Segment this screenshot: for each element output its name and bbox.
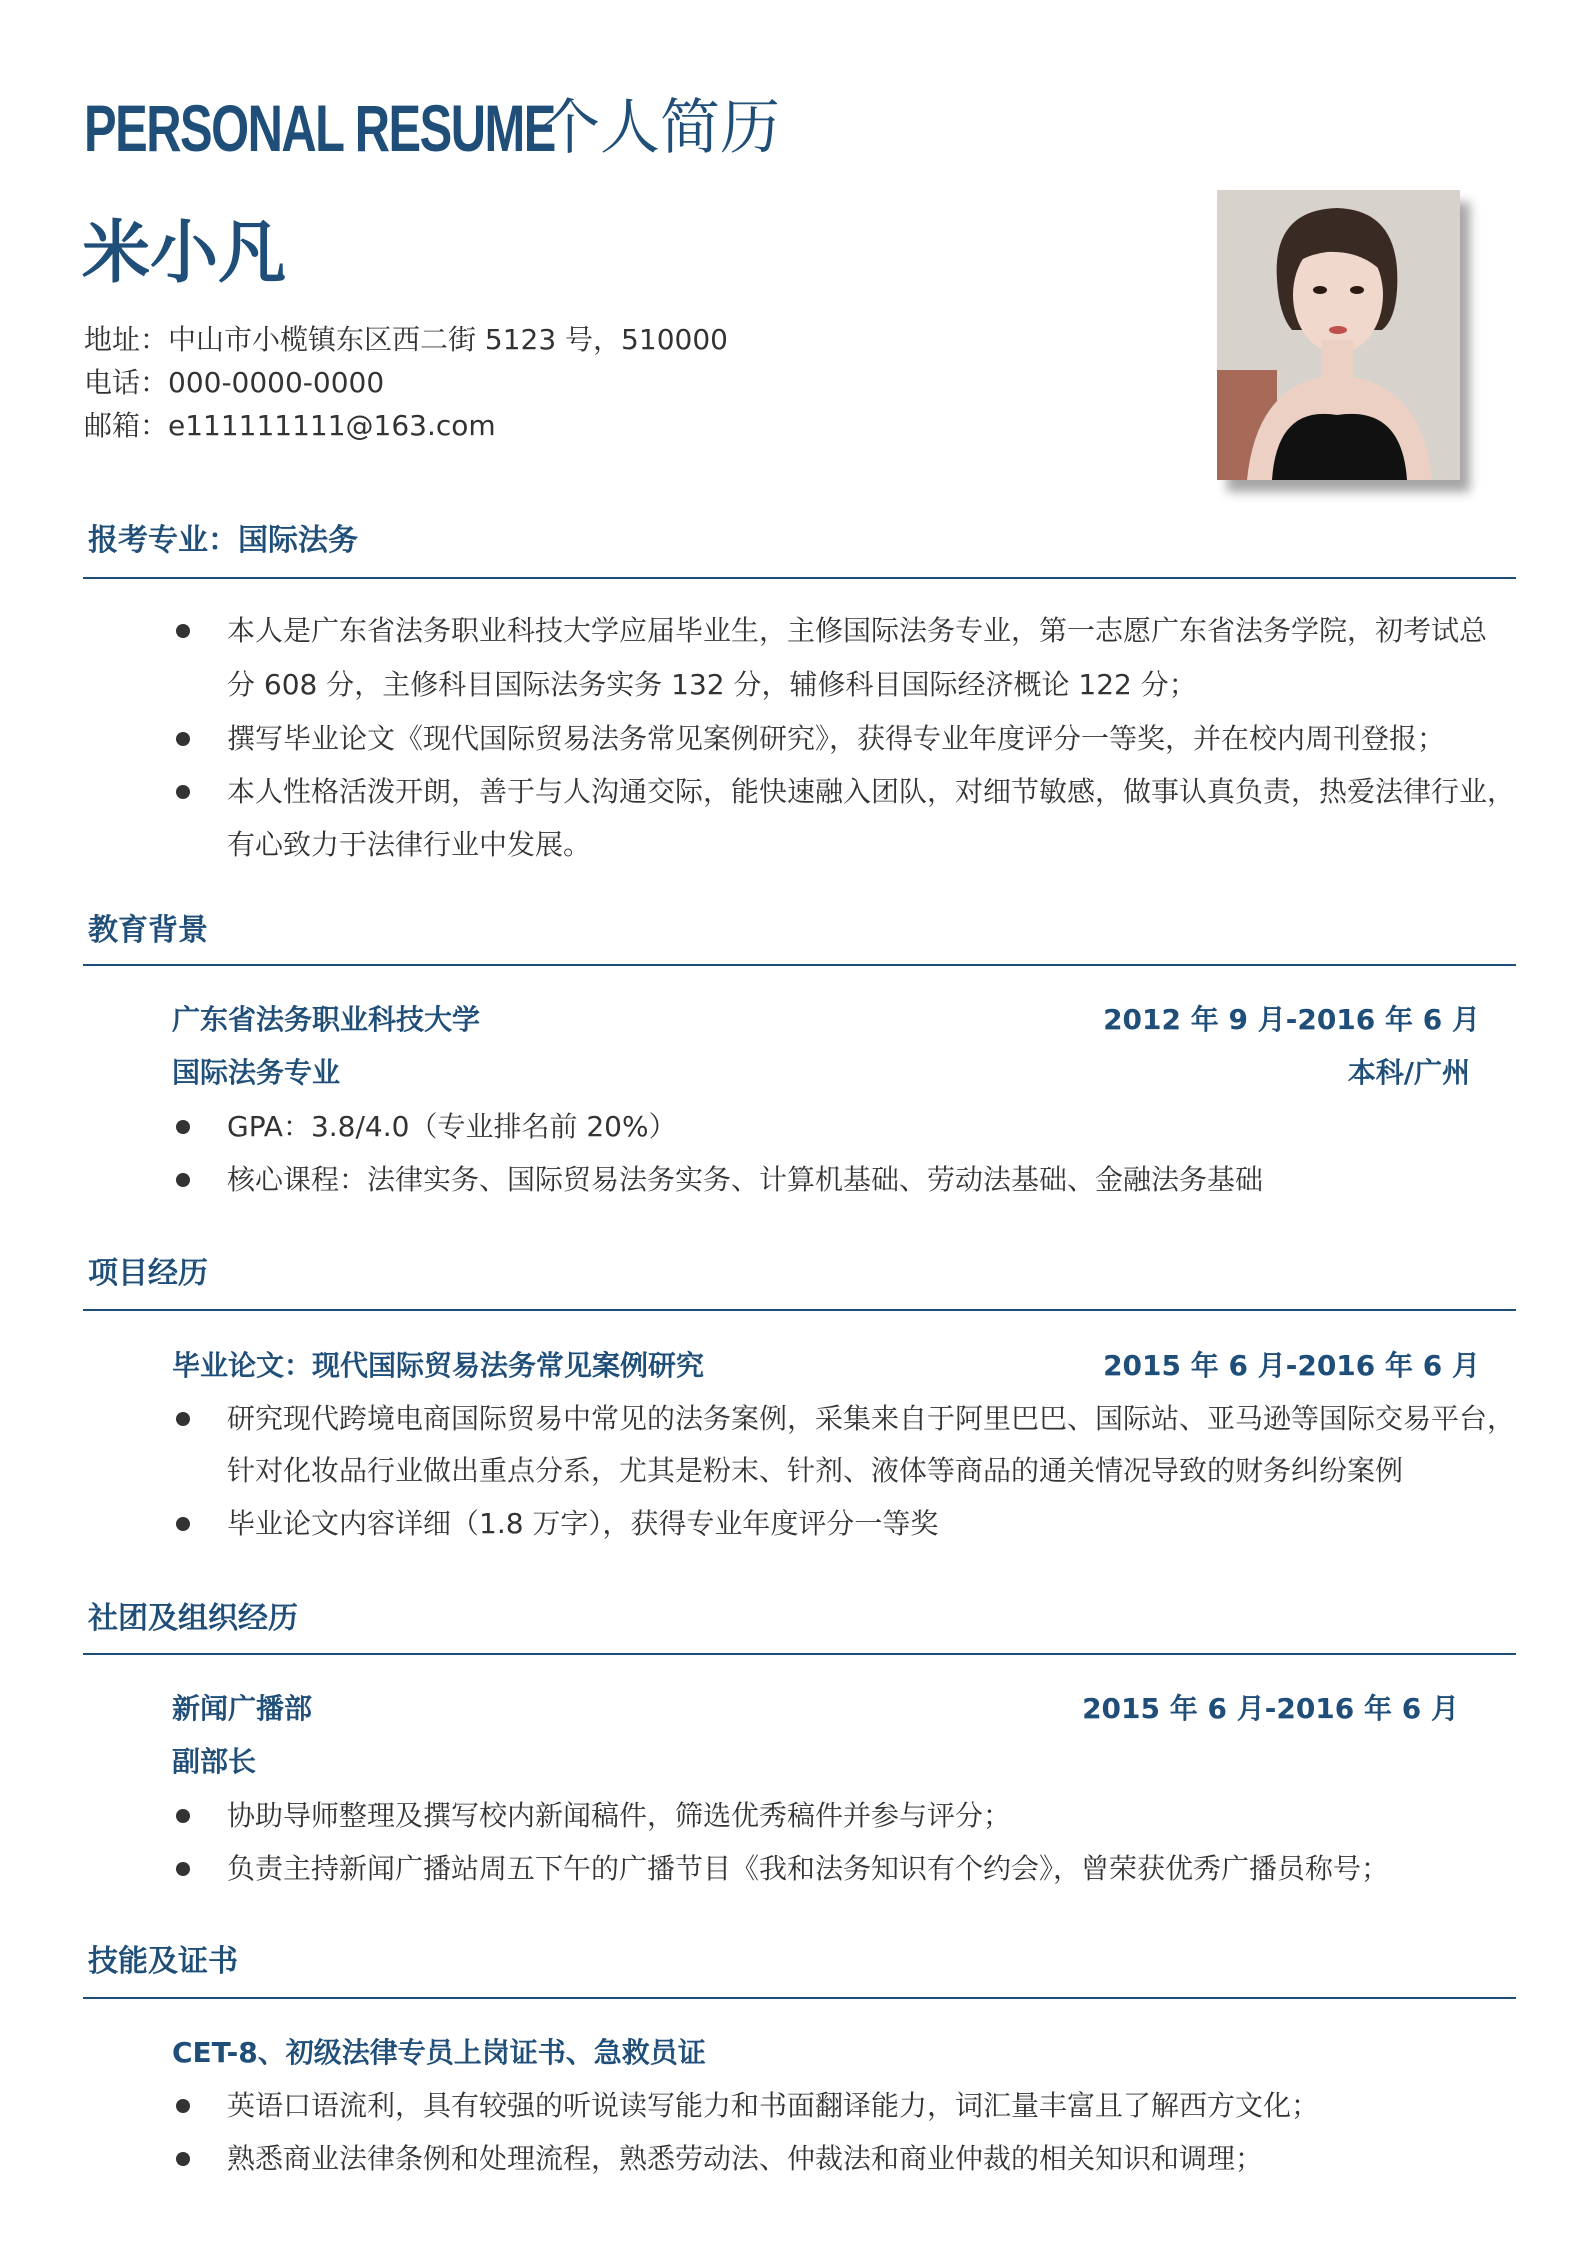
degree-location: 本科/广州 [1347, 1056, 1470, 1089]
club-role: 副部长 [172, 1745, 257, 1778]
section-title-skills: 技能及证书 [88, 1944, 238, 1979]
bullet-icon [176, 1412, 190, 1426]
project-line: 毕业论文内容详细（1.8 万字），获得专业年度评分一等奖 [227, 1507, 939, 1540]
club-period: 2015 年 6 月-2016 年 6 月 [1082, 1692, 1459, 1725]
club-org: 新闻广播部 [172, 1692, 313, 1725]
section-divider [83, 1653, 1516, 1655]
section-divider [83, 1309, 1516, 1311]
section-divider [83, 1997, 1516, 1999]
bullet-icon [176, 1862, 190, 1876]
project-name: 毕业论文：现代国际贸易法务常见案例研究 [172, 1349, 705, 1382]
bullet-icon [176, 1120, 190, 1134]
bullet-icon [176, 785, 190, 799]
project-period: 2015 年 6 月-2016 年 6 月 [1103, 1349, 1480, 1382]
phone: 电话：000-0000-0000 [84, 366, 385, 399]
title-chinese: 个人简历 [540, 93, 780, 163]
objective-line: 本人是广东省法务职业科技大学应届毕业生，主修国际法务专业，第一志愿广东省法务学院，初考试总 [227, 614, 1488, 647]
candidate-name: 米小凡 [82, 214, 287, 293]
school-name: 广东省法务职业科技大学 [172, 1003, 481, 1036]
section-title-projects: 项目经历 [88, 1256, 208, 1291]
profile-photo [1217, 190, 1460, 480]
objective-line: 有心致力于法律行业中发展。 [227, 828, 592, 861]
major: 国际法务专业 [172, 1056, 341, 1089]
bullet-icon [176, 1173, 190, 1187]
certificates: CET-8、初级法律专员上岗证书、急救员证 [172, 2036, 706, 2069]
skill-bullet: 熟悉商业法律条例和处理流程，熟悉劳动法、仲裁法和商业仲裁的相关知识和调理； [227, 2142, 1264, 2175]
bullet-icon [176, 732, 190, 746]
project-line: 针对化妆品行业做出重点分系，尤其是粉末、针剂、液体等商品的通关情况导致的财务纠纷案例 [227, 1454, 1404, 1487]
address: 地址：中山市小榄镇东区西二街 5123 号，510000 [84, 323, 728, 356]
club-bullet: 负责主持新闻广播站周五下午的广播节目《我和法务知识有个约会》，曾荣获优秀广播员称号； [227, 1852, 1390, 1885]
bullet-icon [176, 2099, 190, 2113]
skill-bullet: 英语口语流利，具有较强的听说读写能力和书面翻译能力，词汇量丰富且了解西方文化； [227, 2089, 1320, 2122]
email: 邮箱：e111111111@163.com [84, 409, 496, 442]
bullet-icon [176, 2152, 190, 2166]
club-bullet: 协助导师整理及撰写校内新闻稿件，筛选优秀稿件并参与评分； [227, 1799, 1012, 1832]
objective-line: 分 608 分，主修科目国际法务实务 132 分，辅修科目国际经济概论 122 分； [227, 668, 1197, 701]
section-divider [83, 577, 1516, 579]
project-line: 研究现代跨境电商国际贸易中常见的法务案例，采集来自于阿里巴巴、国际站、亚马逊等国际交易平台， [227, 1402, 1516, 1435]
education-bullet: GPA：3.8/4.0（专业排名前 20%） [227, 1110, 677, 1143]
section-title-clubs: 社团及组织经历 [88, 1601, 298, 1636]
education-bullet: 核心课程：法律实务、国际贸易法务实务、计算机基础、劳动法基础、金融法务基础 [227, 1163, 1264, 1196]
bullet-icon [176, 624, 190, 638]
bullet-icon [176, 1517, 190, 1531]
section-divider [83, 964, 1516, 966]
section-title-objective: 报考专业：国际法务 [88, 523, 358, 558]
bullet-icon [176, 1809, 190, 1823]
section-title-education: 教育背景 [88, 913, 208, 948]
objective-line: 本人性格活泼开朗，善于与人沟通交际，能快速融入团队，对细节敏感，做事认真负责，热爱法律行业， [227, 775, 1516, 808]
objective-line: 撰写毕业论文《现代国际贸易法务常见案例研究》，获得专业年度评分一等奖，并在校内周刊登报； [227, 722, 1446, 755]
education-period: 2012 年 9 月-2016 年 6 月 [1103, 1003, 1480, 1036]
title-english: PERSONAL RESUME [84, 91, 555, 165]
